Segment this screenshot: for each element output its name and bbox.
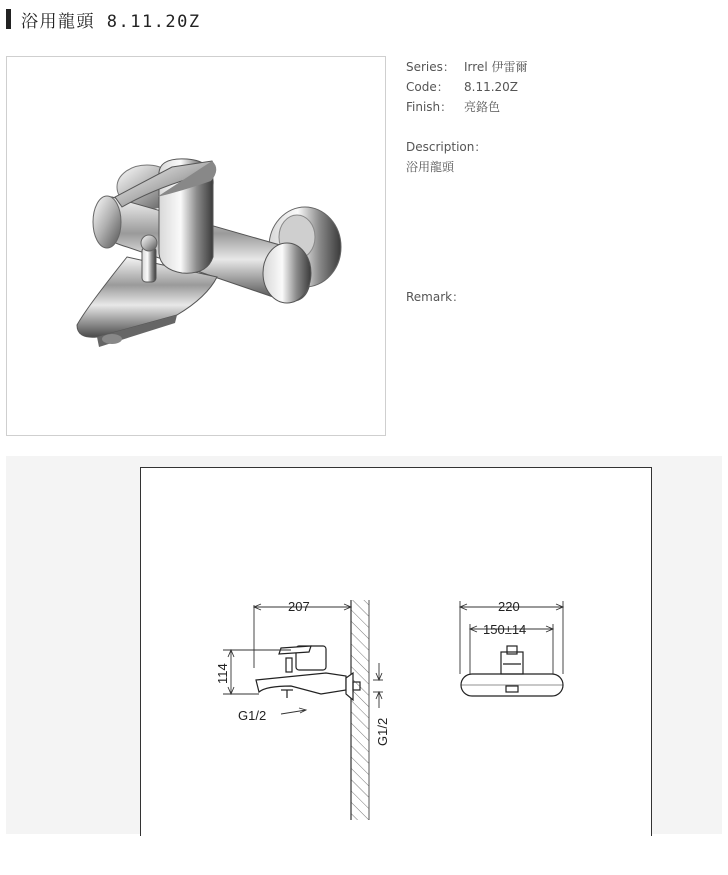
product-specs bbox=[406, 57, 527, 117]
finish-value: 亮鉻色 bbox=[464, 100, 501, 114]
finish-row bbox=[406, 97, 527, 117]
code-label: Code： bbox=[406, 80, 449, 94]
code-row bbox=[406, 77, 527, 97]
side-view bbox=[256, 646, 360, 700]
series-row bbox=[406, 57, 527, 77]
series-value: Irrel 伊雷爾 bbox=[464, 60, 528, 74]
finish-label: Finish： bbox=[406, 100, 453, 114]
page-title: 浴用龍頭 8.11.20Z bbox=[21, 11, 201, 32]
remark-block bbox=[406, 287, 464, 307]
product-photo bbox=[6, 56, 386, 436]
faucet-image bbox=[7, 57, 385, 435]
description-label: Description： bbox=[406, 140, 487, 154]
dim-height: 114 bbox=[215, 663, 230, 684]
front-view bbox=[461, 646, 563, 696]
remark-label: Remark： bbox=[406, 290, 465, 304]
wall-hatch bbox=[351, 600, 369, 820]
dim-width: 220 bbox=[498, 599, 520, 614]
dim-outlet: G1/2 bbox=[238, 708, 267, 723]
dim-length: 207 bbox=[288, 599, 310, 614]
dimension-drawing bbox=[141, 468, 651, 836]
dim-centers: 150±14 bbox=[483, 622, 527, 637]
title-marker bbox=[6, 9, 11, 29]
code-value: 8.11.20Z bbox=[464, 80, 519, 94]
description-block bbox=[406, 137, 486, 177]
page-header bbox=[6, 8, 201, 30]
dim-inlet: G1/2 bbox=[375, 717, 390, 746]
series-label: Series： bbox=[406, 60, 455, 74]
technical-drawing bbox=[140, 467, 652, 836]
description-text: 浴用龍頭 bbox=[406, 160, 455, 174]
